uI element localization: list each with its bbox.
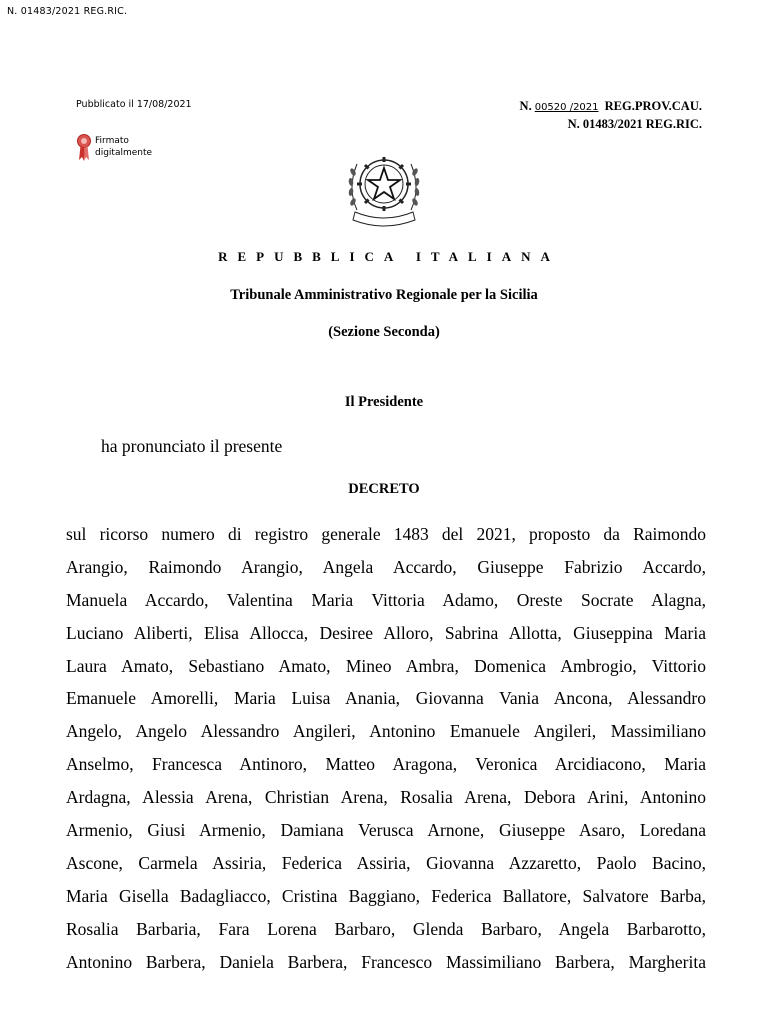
body-line: Manuela Accardo, Valentina Maria Vittoria Adamo, Oreste Socrate Alagna, [66,589,706,610]
body-line: Emanuele Amorelli, Maria Luisa Anania, Giovanna Vania Ancona, Alessandro [66,688,706,709]
republic-heading: REPUBBLICA ITALIANA [218,249,560,264]
court-section: (Sezione Seconda) [328,324,440,340]
signature-line-2: digitalmente [95,148,153,158]
signature-line-1: Firmato [95,136,129,146]
body-line: Maria Gisella Badagliacco, Cristina Baggiano, Federica Ballatore, Salvatore Barba, [66,885,706,906]
handwritten-number: 00520 /2021 [534,102,599,113]
body-line: Anselmo, Francesca Antinoro, Matteo Aragona, Veronica Arcidiacono, Maria [66,754,706,775]
body-line: Ardagna, Alessia Arena, Christian Arena, Rosalia Arena, Debora Arini, Antonino [66,787,706,808]
body-line: Luciano Aliberti, Elisa Allocca, Desiree Alloro, Sabrina Allotta, Giuseppina Maria [66,622,706,643]
page-header-registry: N. 01483/2021 REG.RIC. [7,6,128,17]
tribunal-name: Tribunale Amministrativo Regionale per la Sicilia [230,287,538,303]
body-line: Rosalia Barbaria, Fara Lorena Barbaro, Glenda Barbaro, Angela Barbarotto, [66,918,706,939]
body-line: Armenio, Giusi Armenio, Damiana Verusca Arnone, Giuseppe Asaro, Loredana [66,820,706,841]
digital-signature [76,133,186,165]
signature-seal-icon [76,133,92,163]
registry-line-1: N. 00520 /2021 REG.PROV.CAU. [519,99,702,113]
body-line: Antonino Barbera, Daniela Barbera, Francesco Massimiliano Barbera, Margherita [66,951,706,972]
body-line: sul ricorso numero di registro generale 1483 del 2021, proposto da Raimondo [66,524,706,544]
publication-date: Pubblicato il 17/08/2021 [76,99,192,110]
body-line: Ascone, Carmela Assiria, Federica Assiria, Giovanna Azzaretto, Paolo Bacino, [66,852,706,873]
document-type-heading: DECRETO [348,481,420,497]
president-heading: Il Presidente [344,394,424,410]
decree-body [66,518,706,978]
body-line: Laura Amato, Sebastiano Amato, Mineo Ambra, Domenica Ambrogio, Vittorio [66,655,706,676]
body-line: Angelo, Angelo Alessandro Angileri, Antonino Emanuele Angileri, Massimiliano [66,721,706,742]
body-line: Arangio, Raimondo Arangio, Angela Accardo, Giuseppe Fabrizio Accardo, [66,556,706,577]
italian-republic-emblem-icon [343,140,425,230]
registry-line-2: N. 01483/2021 REG.RIC. [567,117,702,131]
pronouncement-line: ha pronunciato il presente [101,436,283,456]
registry-numbers [520,97,702,133]
